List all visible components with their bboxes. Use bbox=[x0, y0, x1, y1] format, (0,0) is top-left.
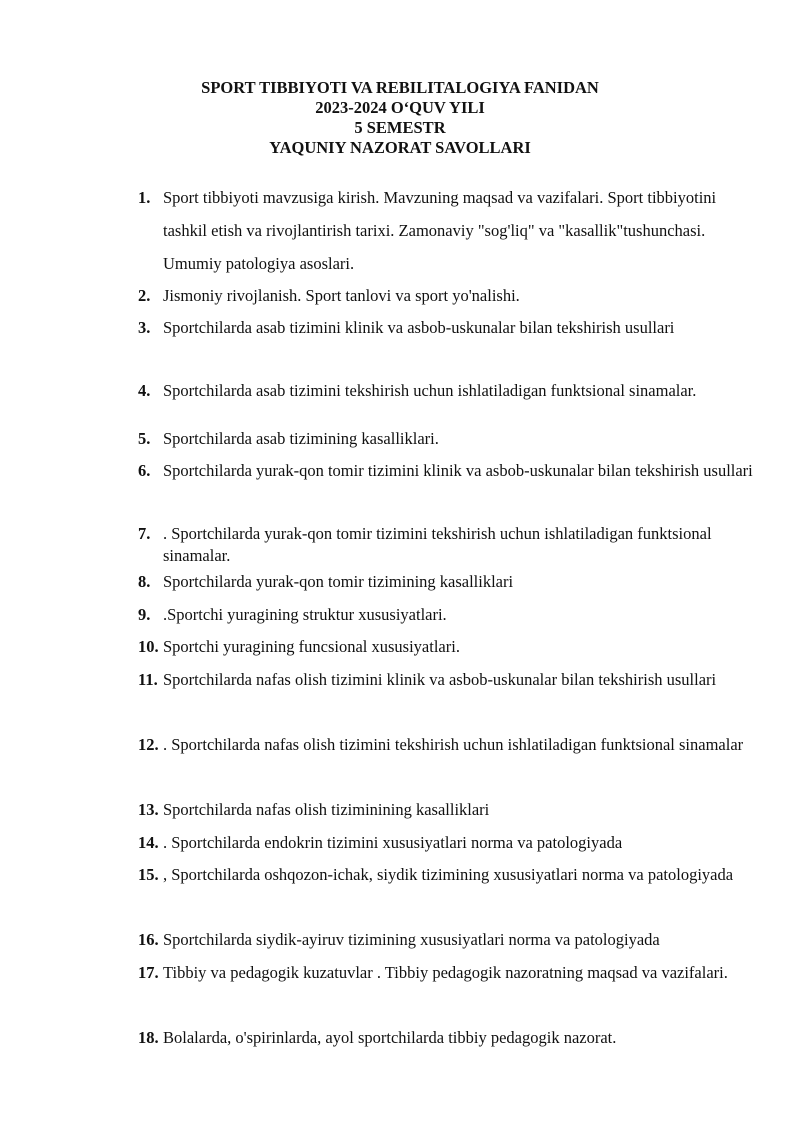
question-text: . Sportchilarda endokrin tizimini xususiyatlari norma va patologiyada bbox=[163, 833, 623, 852]
question-item bbox=[138, 826, 758, 859]
question-number: 8. bbox=[138, 572, 151, 591]
question-text: Sportchilarda yurak-qon tomir tizimining kasalliklari bbox=[163, 572, 514, 591]
question-number: 17. bbox=[138, 963, 159, 982]
question-text: Sport tibbiyoti mavzusiga kirish. Mavzuning maqsad va vazifalari. Sport tibbiyotini tashkil etish va rivojlantirish tarixi. Zamonaviy "sog'liq" va "kasallik"tushunchasi. Umumiy patologiya asoslari. bbox=[163, 188, 717, 273]
question-text: Sportchilarda asab tizimini klinik va asbob-uskunalar bilan tekshirish usullari bbox=[163, 318, 675, 337]
question-item bbox=[138, 923, 758, 956]
question-item bbox=[138, 523, 758, 567]
header-title-line4: YAQUNIY NAZORAT SAVOLLARI bbox=[269, 138, 531, 157]
question-item bbox=[138, 858, 758, 891]
question-text: Tibbiy va pedagogik kuzatuvlar . Tibbiy pedagogik nazoratning maqsad va vazifalari. bbox=[163, 963, 728, 982]
question-text: Sportchilarda asab tizimining kasalliklari. bbox=[163, 429, 439, 448]
question-text: Sportchilarda siydik-ayiruv tizimining xususiyatlari norma va patologiyada bbox=[163, 930, 660, 949]
header-title-line3: 5 SEMESTR bbox=[354, 118, 446, 137]
question-number: 2. bbox=[138, 286, 151, 305]
header-title-line1: SPORT TIBBIYOTI VA REBILITALOGIYA FANIDAN bbox=[201, 78, 599, 97]
header-title-line2: 2023-2024 O‘QUV YILI bbox=[315, 98, 485, 117]
question-item bbox=[138, 380, 758, 402]
question-item bbox=[138, 454, 758, 487]
question-number: 14. bbox=[138, 833, 159, 852]
question-item bbox=[138, 1021, 758, 1054]
question-item bbox=[138, 565, 758, 598]
question-text: Sportchilarda nafas olish tizimini klinik va asbob-uskunalar bilan tekshirish usullari bbox=[163, 670, 717, 689]
question-item bbox=[138, 422, 758, 455]
question-item bbox=[138, 793, 758, 826]
question-item bbox=[138, 956, 758, 989]
question-number: 9. bbox=[138, 605, 151, 624]
question-number: 12. bbox=[138, 735, 159, 754]
question-text: Jismoniy rivojlanish. Sport tanlovi va sport yo'nalishi. bbox=[163, 286, 520, 305]
question-number: 10. bbox=[138, 637, 159, 656]
question-number: 13. bbox=[138, 800, 159, 819]
question-item bbox=[138, 279, 758, 312]
question-text: Sportchilarda asab tizimini tekshirish uchun ishlatiladigan funktsional sinamalar. bbox=[163, 381, 697, 400]
question-number: 11. bbox=[138, 670, 158, 689]
question-number: 5. bbox=[138, 429, 151, 448]
question-item bbox=[138, 728, 758, 761]
question-number: 15. bbox=[138, 865, 159, 884]
question-item bbox=[138, 311, 758, 344]
question-text: Sportchi yuragining funcsional xususiyatlari. bbox=[163, 637, 460, 656]
question-item bbox=[138, 598, 758, 631]
question-number: 18. bbox=[138, 1028, 159, 1047]
question-text: Sportchilarda yurak-qon tomir tizimini klinik va asbob-uskunalar bilan tekshirish usullari bbox=[163, 461, 753, 480]
question-number: 6. bbox=[138, 461, 151, 480]
document-header bbox=[0, 78, 800, 158]
question-number: 3. bbox=[138, 318, 151, 337]
question-text: .Sportchi yuragining struktur xususiyatlari. bbox=[163, 605, 447, 624]
question-item bbox=[138, 630, 758, 663]
question-text: Sportchilarda nafas olish tiziminining kasalliklari bbox=[163, 800, 490, 819]
question-number: 1. bbox=[138, 188, 151, 207]
question-text: . Sportchilarda yurak-qon tomir tizimini tekshirish uchun ishlatiladigan funktsional sinamalar. bbox=[163, 524, 712, 565]
question-item bbox=[138, 663, 758, 696]
question-number: 16. bbox=[138, 930, 159, 949]
question-number: 7. bbox=[138, 524, 151, 543]
question-item bbox=[138, 181, 758, 280]
question-text: Bolalarda, o'spirinlarda, ayol sportchilarda tibbiy pedagogik nazorat. bbox=[163, 1028, 617, 1047]
question-text: . Sportchilarda nafas olish tizimini tekshirish uchun ishlatiladigan funktsional sinamalar bbox=[163, 735, 744, 754]
question-number: 4. bbox=[138, 381, 151, 400]
question-text: , Sportchilarda oshqozon-ichak, siydik tizimining xususiyatlari norma va patologiyada bbox=[163, 865, 734, 884]
